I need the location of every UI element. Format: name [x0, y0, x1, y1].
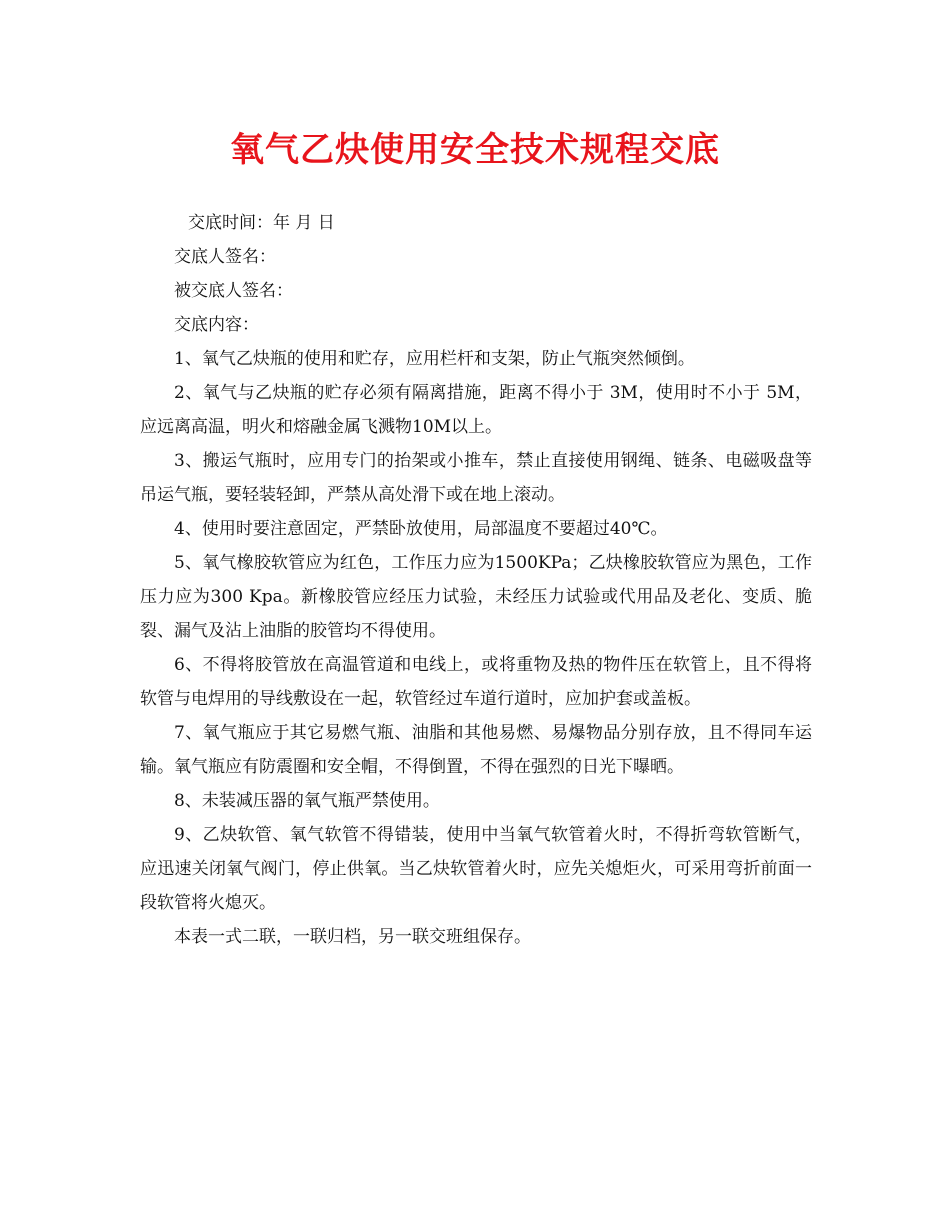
footer-note: 本表一式二联，一联归档，另一联交班组保存。	[174, 927, 531, 947]
rule-item-3: 3、搬运气瓶时，应用专门的抬架或小推车，禁止直接使用钢绳、链条、电磁吸盘等吊运气瓶，要轻装轻卸，严禁从高处滑下或在地上滚动。	[140, 451, 812, 505]
handover-receiver: 被交底人签名：	[174, 281, 293, 301]
rule-item-1: 1、氧气乙炔瓶的使用和贮存，应用栏杆和支架，防止气瓶突然倾倒。	[174, 349, 695, 369]
rule-item-4: 4、使用时要注意固定，严禁卧放使用，局部温度不要超过40℃。	[174, 519, 668, 539]
rule-item-8: 8、未装减压器的氧气瓶严禁使用。	[174, 791, 440, 811]
document-body	[140, 206, 812, 954]
handover-content-label: 交底内容：	[174, 315, 259, 335]
rule-item-6: 6、不得将胶管放在高温管道和电线上，或将重物及热的物件压在软管上，且不得将软管与电焊用的导线敷设在一起，软管经过车道行道时，应加护套或盖板。	[140, 655, 812, 709]
handover-signer: 交底人签名：	[174, 247, 276, 267]
rule-item-7: 7、氧气瓶应于其它易燃气瓶、油脂和其他易燃、易爆物品分别存放，且不得同车运输。氧气瓶应有防震圈和安全帽，不得倒置，不得在强烈的日光下曝晒。	[140, 723, 812, 777]
rule-item-2: 2、氧气与乙炔瓶的贮存必须有隔离措施，距离不得小于 3M，使用时不小于 5M，应远离高温，明火和熔融金属飞溅物10M以上。	[140, 383, 812, 437]
rule-item-9: 9、乙炔软管、氧气软管不得错装，使用中当氧气软管着火时，不得折弯软管断气，应迅速关闭氧气阀门，停止供氧。当乙炔软管着火时，应先关熄炬火，可采用弯折前面一段软管将火熄灭。	[140, 825, 812, 913]
rule-item-5: 5、氧气橡胶软管应为红色，工作压力应为1500KPa；乙炔橡胶软管应为黑色，工作压力应为300 Kpa。新橡胶管应经压力试验，未经压力试验或代用品及老化、变质、脆裂、漏气及沾上油脂的胶管均不得使用。	[140, 553, 812, 641]
document-title: 氧气乙炔使用安全技术规程交底	[230, 130, 720, 170]
handover-time: 交底时间：年 月 日	[188, 213, 335, 233]
